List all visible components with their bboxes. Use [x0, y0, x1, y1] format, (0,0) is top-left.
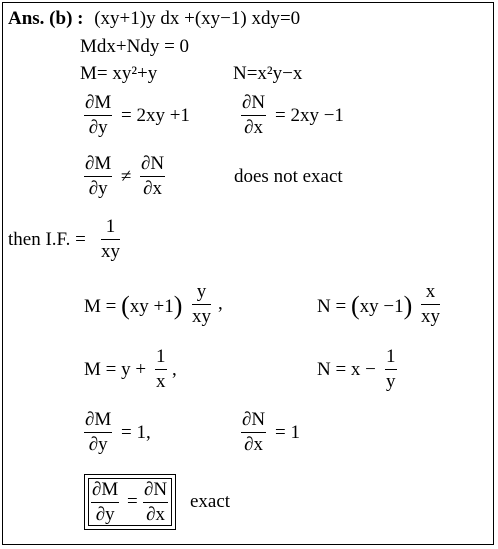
- if-numerator: 1: [101, 215, 120, 240]
- simplified-m-den: x: [156, 371, 166, 392]
- m-definition: M= xy²+y: [80, 63, 158, 84]
- dy-symbol: ∂y: [95, 504, 115, 525]
- paren-close: ): [403, 291, 413, 320]
- new-dN-dx-fraction: [241, 408, 266, 457]
- dN-dx-fraction-2: [140, 152, 165, 201]
- dy-symbol: ∂y: [88, 178, 108, 199]
- simplified-n-den: y: [386, 371, 396, 392]
- dN-symbol: ∂N: [140, 152, 165, 177]
- answer-line: [8, 8, 300, 30]
- dN-dx-result: = 2xy −1: [275, 105, 344, 126]
- not-exact-text: does not exact: [234, 166, 343, 187]
- new-m-expression: [84, 293, 182, 318]
- simplified-n-fraction: [385, 345, 397, 394]
- dx-symbol: ∂x: [146, 504, 165, 525]
- m-multiplier-num: y: [192, 280, 211, 305]
- dN-dx-fraction: [241, 91, 266, 140]
- dM-dy-fraction: [84, 91, 112, 140]
- simplified-n-lhs: N = x −: [317, 359, 376, 380]
- n-lhs: N =: [317, 296, 351, 317]
- new-dN-dx-value: = 1: [275, 422, 300, 443]
- n-paren-inner: xy −1: [359, 296, 404, 317]
- n-multiplier-fraction: [421, 280, 440, 329]
- simplified-m-comma: ,: [172, 359, 177, 380]
- paren-open: (: [121, 291, 130, 320]
- dN-symbol: ∂N: [241, 408, 266, 433]
- dM-symbol: ∂M: [91, 478, 119, 503]
- new-dM-dy-value: = 1,: [121, 422, 151, 443]
- simplified-m-lhs: M = y +: [84, 359, 147, 380]
- dM-dy-result: = 2xy +1: [121, 105, 190, 126]
- m-multiplier-den: xy: [192, 306, 211, 327]
- dy-symbol: ∂y: [88, 117, 108, 138]
- dN-symbol: ∂N: [143, 478, 168, 503]
- if-fraction: [101, 215, 120, 264]
- dM-symbol: ∂M: [84, 408, 112, 433]
- simplified-n-num: 1: [385, 345, 397, 370]
- new-dM-dy-fraction: [84, 408, 112, 457]
- n-definition: N=x²y−x: [233, 63, 303, 84]
- dx-symbol: ∂x: [143, 178, 162, 199]
- dx-symbol: ∂x: [244, 117, 263, 138]
- if-prefix: then I.F. =: [8, 229, 86, 250]
- given-equation: (xy+1)y dx +(xy−1) xdy=0: [94, 8, 301, 29]
- dM-symbol: ∂M: [84, 91, 112, 116]
- m-multiplier-fraction: [192, 280, 211, 329]
- n-multiplier-den: xy: [421, 306, 440, 327]
- paren-open: (: [350, 291, 360, 320]
- dN-symbol: ∂N: [241, 91, 266, 116]
- new-n-expression: [317, 293, 412, 318]
- final-dM-dy-fraction: [91, 478, 119, 527]
- simplified-m-fraction: [155, 345, 167, 394]
- dM-dy-fraction-2: [84, 152, 112, 201]
- standard-form: Mdx+Ndy = 0: [80, 36, 190, 57]
- dM-symbol: ∂M: [84, 152, 112, 177]
- if-denominator: xy: [101, 241, 120, 262]
- n-multiplier-num: x: [421, 280, 440, 305]
- final-equals: =: [127, 491, 138, 512]
- final-dN-dx-fraction: [143, 478, 168, 527]
- dx-symbol: ∂x: [244, 434, 263, 455]
- dy-symbol: ∂y: [88, 434, 108, 455]
- answer-label: Ans. (b) :: [8, 8, 84, 29]
- exact-text: exact: [190, 491, 231, 512]
- paren-close: ): [173, 291, 183, 320]
- m-paren-inner: xy +1: [129, 296, 174, 317]
- simplified-m-num: 1: [155, 345, 167, 370]
- not-equal-sign: ≠: [121, 166, 132, 187]
- m-lhs: M =: [84, 296, 122, 317]
- m-comma: ,: [218, 293, 223, 314]
